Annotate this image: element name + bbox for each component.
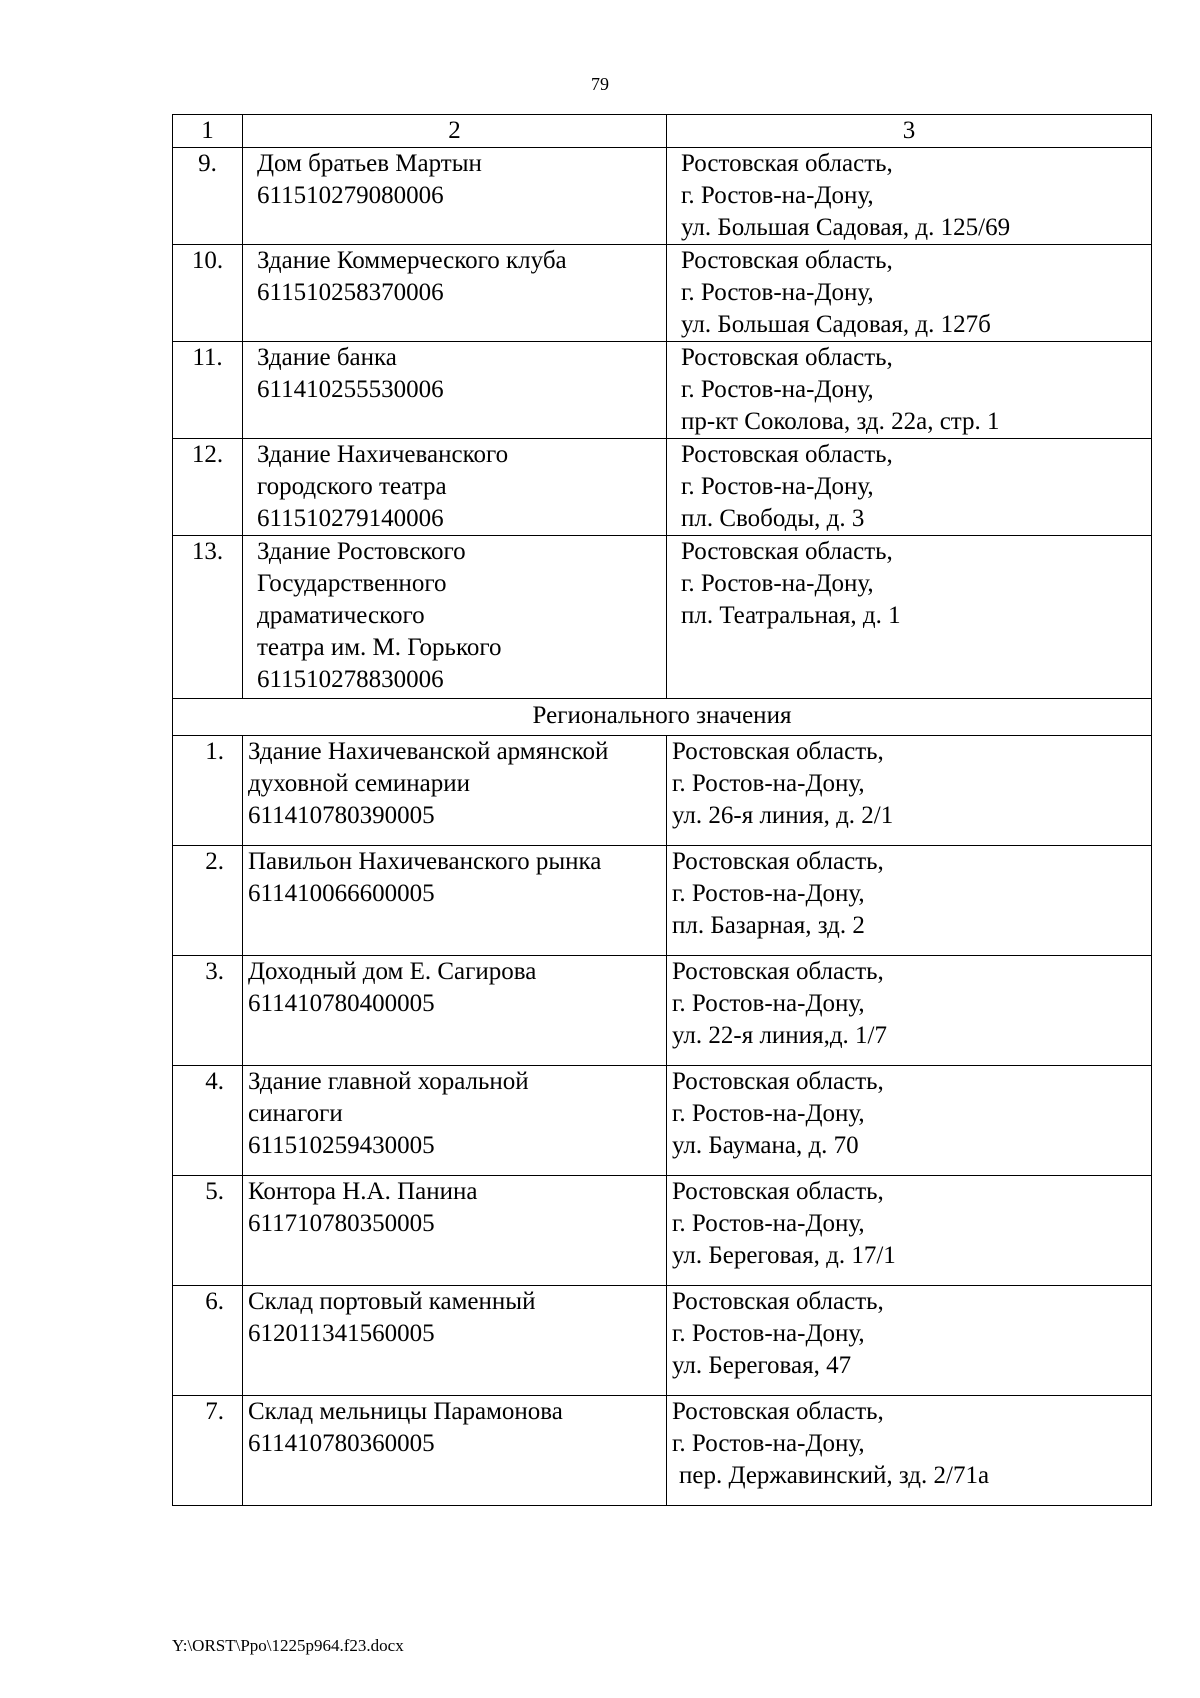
row-number: 2. [173, 846, 243, 956]
object-name [243, 148, 667, 245]
name-line: синагоги [248, 1100, 343, 1127]
registry-number: 612011341560005 [248, 1320, 435, 1347]
row-number: 4. [173, 1066, 243, 1176]
address-line: Ростовская область, [672, 1288, 884, 1315]
monuments-table [172, 114, 1152, 1506]
row-number: 1. [173, 736, 243, 846]
section-row [173, 699, 1152, 736]
object-name [243, 956, 667, 1066]
table-row [173, 148, 1152, 245]
object-name [243, 736, 667, 846]
address-line: пер. Державинский, зд. 2/71а [679, 1462, 990, 1489]
name-line: Контора Н.А. Панина [248, 1178, 478, 1205]
table-row [173, 536, 1152, 699]
object-name [243, 1396, 667, 1506]
table-row [173, 342, 1152, 439]
name-line: Дом братьев Мартын [257, 150, 482, 177]
table-row [173, 846, 1152, 956]
registry-number: 611410780400005 [248, 990, 435, 1017]
object-name [243, 439, 667, 536]
address-line: г. Ростов-на-Дону, [672, 1210, 865, 1237]
object-name [243, 1066, 667, 1176]
address-line: г. Ростов-на-Дону, [681, 182, 874, 209]
object-address [667, 956, 1152, 1066]
address-line: ул. Береговая, 47 [672, 1352, 852, 1379]
monuments-table-wrapper [172, 114, 1151, 1506]
name-line: Здание банка [257, 344, 397, 371]
object-address [667, 1286, 1152, 1396]
object-address [667, 846, 1152, 956]
table-row [173, 736, 1152, 846]
name-line: Склад мельницы Парамонова [248, 1398, 563, 1425]
address-line: ул. 22-я линия,д. 1/7 [672, 1022, 887, 1049]
address-line: г. Ростов-на-Дону, [672, 1100, 865, 1127]
address-line: ул. Баумана, д. 70 [672, 1132, 859, 1159]
address-line: г. Ростов-на-Дону, [672, 1320, 865, 1347]
address-line: Ростовская область, [672, 738, 884, 765]
address-line: ул. Большая Садовая, д. 125/69 [681, 214, 1011, 241]
object-address [667, 342, 1152, 439]
address-line: Ростовская область, [672, 958, 884, 985]
address-line: ул. Большая Садовая, д. 127б [681, 311, 991, 338]
object-name [243, 245, 667, 342]
object-address [667, 148, 1152, 245]
object-address [667, 1396, 1152, 1506]
row-number: 13. [173, 536, 243, 699]
address-line: ул. Береговая, д. 17/1 [672, 1242, 896, 1269]
registry-number: 611510278830006 [257, 666, 444, 693]
address-line: Ростовская область, [672, 1178, 884, 1205]
name-line: Павильон Нахичеванского рынка [248, 848, 602, 875]
object-name [243, 846, 667, 956]
address-line: пр-кт Соколова, зд. 22а, стр. 1 [681, 408, 1000, 435]
registry-number: 611410780360005 [248, 1430, 435, 1457]
row-number: 3. [173, 956, 243, 1066]
registry-number: 611510279140006 [257, 505, 444, 532]
row-number: 9. [173, 148, 243, 245]
table-row [173, 245, 1152, 342]
footer-file-path: Y:\ORST\Ppo\1225p964.f23.docx [172, 1636, 404, 1655]
row-number: 11. [173, 342, 243, 439]
table-row [173, 439, 1152, 536]
address-line: г. Ростов-на-Дону, [672, 1430, 865, 1457]
table-row [173, 1396, 1152, 1506]
name-line: театра им. М. Горького [257, 634, 502, 661]
row-number: 5. [173, 1176, 243, 1286]
name-line: Здание главной хоральной [248, 1068, 529, 1095]
name-line: Здание Нахичеванской армянской [248, 738, 609, 765]
object-address [667, 439, 1152, 536]
table-row [173, 1066, 1152, 1176]
address-line: г. Ростов-на-Дону, [681, 473, 874, 500]
name-line: Склад портовый каменный [248, 1288, 536, 1315]
registry-number: 611410066600005 [248, 880, 435, 907]
row-number: 6. [173, 1286, 243, 1396]
address-line: г. Ростов-на-Дону, [681, 279, 874, 306]
table-row [173, 1286, 1152, 1396]
address-line: пл. Базарная, зд. 2 [672, 912, 865, 939]
object-address [667, 245, 1152, 342]
header-col-1: 1 [173, 115, 243, 148]
name-line: Здание Нахичеванского [257, 441, 509, 468]
name-line: Доходный дом Е. Сагирова [248, 958, 537, 985]
address-line: Ростовская область, [672, 1068, 884, 1095]
object-name [243, 1286, 667, 1396]
header-col-3: 3 [667, 115, 1152, 148]
row-number: 10. [173, 245, 243, 342]
row-number: 12. [173, 439, 243, 536]
address-line: Ростовская область, [681, 538, 893, 565]
object-name [243, 1176, 667, 1286]
name-line: Здание Коммерческого клуба [257, 247, 567, 274]
address-line: Ростовская область, [672, 848, 884, 875]
address-line: Ростовская область, [681, 344, 893, 371]
registry-number: 611510279080006 [257, 182, 444, 209]
table-row [173, 1176, 1152, 1286]
address-line: г. Ростов-на-Дону, [672, 770, 865, 797]
registry-number: 611510259430005 [248, 1132, 435, 1159]
address-line: г. Ростов-на-Дону, [672, 990, 865, 1017]
object-name [243, 342, 667, 439]
table-header-row [173, 115, 1152, 148]
page-number: 79 [591, 74, 609, 94]
section-title: Регионального значения [173, 699, 1152, 736]
registry-number: 611410780390005 [248, 802, 435, 829]
object-address [667, 536, 1152, 699]
name-line: Государственного [257, 570, 447, 597]
name-line: городского театра [257, 473, 447, 500]
registry-number: 611710780350005 [248, 1210, 435, 1237]
object-address [667, 1176, 1152, 1286]
address-line: г. Ростов-на-Дону, [681, 376, 874, 403]
address-line: г. Ростов-на-Дону, [672, 880, 865, 907]
address-line: Ростовская область, [672, 1398, 884, 1425]
object-name [243, 536, 667, 699]
registry-number: 611410255530006 [257, 376, 444, 403]
address-line: ул. 26-я линия, д. 2/1 [672, 802, 894, 829]
name-line: Здание Ростовского [257, 538, 466, 565]
name-line: духовной семинарии [248, 770, 471, 797]
address-line: г. Ростов-на-Дону, [681, 570, 874, 597]
table-row [173, 956, 1152, 1066]
address-line: Ростовская область, [681, 441, 893, 468]
address-line: Ростовская область, [681, 247, 893, 274]
row-number: 7. [173, 1396, 243, 1506]
address-line: Ростовская область, [681, 150, 893, 177]
address-line: пл. Театральная, д. 1 [681, 602, 901, 629]
header-col-2: 2 [243, 115, 667, 148]
registry-number: 611510258370006 [257, 279, 444, 306]
object-address [667, 736, 1152, 846]
address-line: пл. Свободы, д. 3 [681, 505, 865, 532]
object-address [667, 1066, 1152, 1176]
name-line: драматического [257, 602, 425, 629]
